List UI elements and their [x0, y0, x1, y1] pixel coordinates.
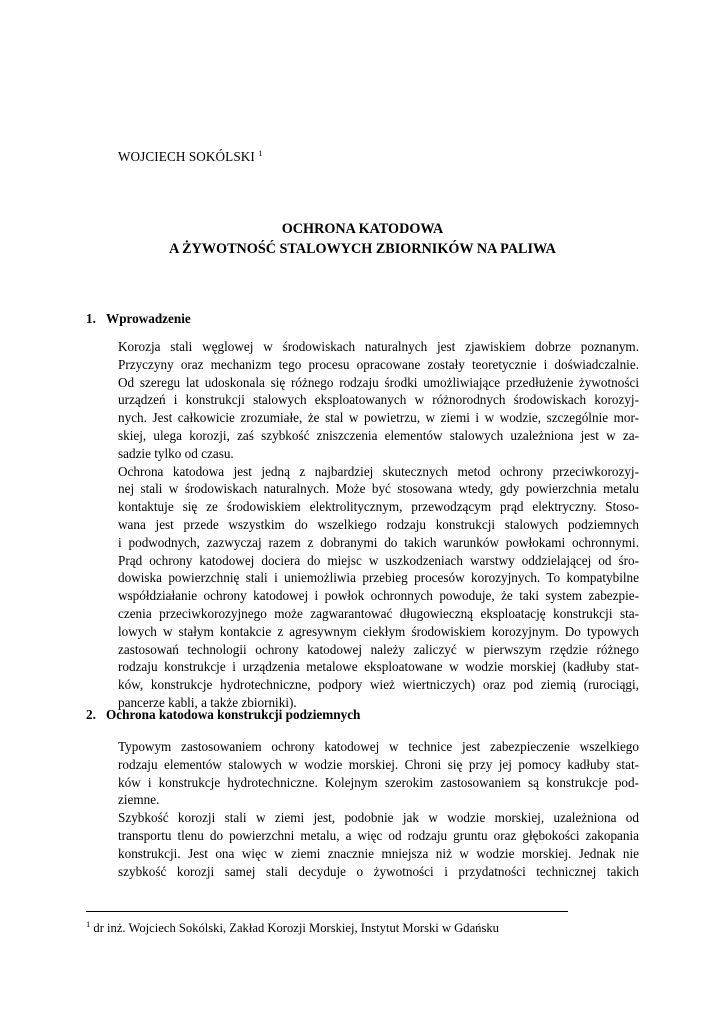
text-line: współdziałanie ochrony katodowej i powłok ochronnych powoduje, że taki system zabezpie-	[118, 588, 639, 604]
section-1-paragraph-1	[86, 338, 639, 463]
text-line: i podwodnych, zazwyczaj razem z dobranymi do takich warunków powłokami ochronnymi.	[118, 534, 639, 550]
text-line: ków i konstrukcje hydrotechniczne. Kolejnym szerokim zastosowaniem są konstrukcje pod-	[118, 774, 639, 790]
text-line: Szybkość korozji stali w ziemi jest, podobnie jak w wodzie morskiej, uzależniona od	[118, 810, 639, 826]
footnote	[86, 919, 499, 936]
text-line: ków, konstrukcje hydrotechniczne, podpory wież wiertniczych) oraz pod ziemią (rurociągi,	[118, 677, 639, 693]
text-line: Od szeregu lat udoskonala się różnego rodzaju środki umożliwiające przedłużenie żywotności	[118, 374, 639, 390]
text-line: Typowym zastosowaniem ochrony katodowej w technice jest zabezpieczenie wszelkiego	[118, 739, 639, 754]
section-2-body	[86, 738, 639, 880]
section-2-paragraph-2	[86, 809, 639, 880]
text-line: pancerze kabli, a także zbiorniki).	[118, 694, 297, 710]
text-line: nej stali w środowiskach naturalnych. Może być stosowana wtedy, gdy powierzchnia metalu	[118, 481, 639, 497]
text-line: lowych w stałym kontakcie z agresywnym ciekłym środowiskiem korozyjnym. Do typowych	[118, 623, 639, 639]
text-line: kontaktuje się ze środowiskiem elektrolitycznym, przewodzącym prąd elektryczny. Stoso-	[118, 499, 639, 515]
text-line: zastosowań technologii ochrony katodowej należy zaliczyć w pierwszym rzędzie różnego	[118, 641, 639, 657]
section-1-paragraph-2	[86, 463, 639, 712]
section-1-body	[86, 338, 639, 712]
section-1-heading	[86, 311, 191, 327]
footnote-text: dr inż. Wojciech Sokólski, Zakład Korozji Morskiej, Instytut Morski w Gdańsku	[93, 921, 499, 935]
text-line: skiej, ulega korozji, zaś szybkość zniszczenia elementów stalowych uzależniona jest w za-	[118, 427, 639, 443]
footnote-mark: 1	[86, 919, 91, 929]
section-2-title: Ochrona katodowa konstrukcji podziemnych	[106, 707, 361, 722]
text-line: urządzeń i konstrukcji stalowych eksploatowanych w różnorodnych środowiskach korozyj-	[118, 392, 639, 408]
footnote-divider	[86, 911, 568, 912]
text-line: Ochrona katodowa jest jedną z najbardziej skutecznych metod ochrony przeciwkorozyj-	[118, 463, 639, 479]
author-name: WOJCIECH SOKÓLSKI	[118, 149, 255, 164]
document-page	[86, 0, 639, 1024]
section-1-title: Wprowadzenie	[106, 311, 191, 326]
section-1-number: 1.	[86, 311, 96, 326]
text-line: rodzaju elementów stalowych w wodzie morskiej. Chroni się przy jej pomocy kadłuby stat-	[118, 756, 639, 772]
text-line: dowiska powierzchnię stali i uniemożliwia przebieg procesów korozyjnych. To kompatybilne	[118, 570, 639, 586]
author-line	[118, 148, 263, 165]
text-line: sadzie tylko od czasu.	[118, 445, 234, 461]
text-line: transportu tlenu do powierzchni metalu, a więc od rodzaju gruntu oraz głębokości zakopania	[118, 827, 639, 843]
section-2-heading	[86, 707, 360, 723]
text-line: szybkość korozji samej stali decyduje o żywotności i przydatności technicznej takich	[118, 863, 639, 879]
title-line-1: OCHRONA KATODOWA	[281, 221, 444, 237]
section-2-paragraph-1	[86, 738, 639, 809]
text-line: Prąd ochrony katodowej dociera do miejsc w uszkodzeniach warstwy oddzielającej od śro-	[118, 552, 639, 568]
text-line: rodzaju konstrukcje i urządzenia metalowe eksploatowane w wodzie morskiej (kadłuby stat-	[118, 659, 639, 675]
section-2-number: 2.	[86, 707, 96, 722]
text-line: Przyczyny oraz mechanizm tego procesu opracowane zostały teoretycznie i doświadczalnie.	[118, 356, 639, 372]
author-footnote-mark: 1	[258, 148, 263, 158]
text-line: czenia przeciwkorozyjnego może zagwarantować długowieczną eksploatację konstrukcji sta-	[118, 605, 639, 621]
text-line: wana jest przede wszystkim do wszelkiego rodzaju konstrukcji stalowych podziemnych	[118, 516, 639, 532]
text-line: konstrukcji. Jest ona więc w ziemi znacznie mniejsza niż w wodzie morskiej. Jednak nie	[118, 845, 639, 861]
text-line: Korozja stali węglowej w środowiskach naturalnych jest zjawiskiem dobrze poznanym.	[118, 339, 639, 354]
paper-title	[86, 219, 639, 259]
text-line: ziemne.	[118, 792, 160, 808]
text-line: nych. Jest całkowicie zrozumiałe, że stal w powietrzu, w ziemi i w wodzie, szczególnie mor-	[118, 410, 639, 426]
title-line-2: A ŻYWOTNOŚĆ STALOWYCH ZBIORNIKÓW NA PALIWA	[169, 241, 556, 257]
